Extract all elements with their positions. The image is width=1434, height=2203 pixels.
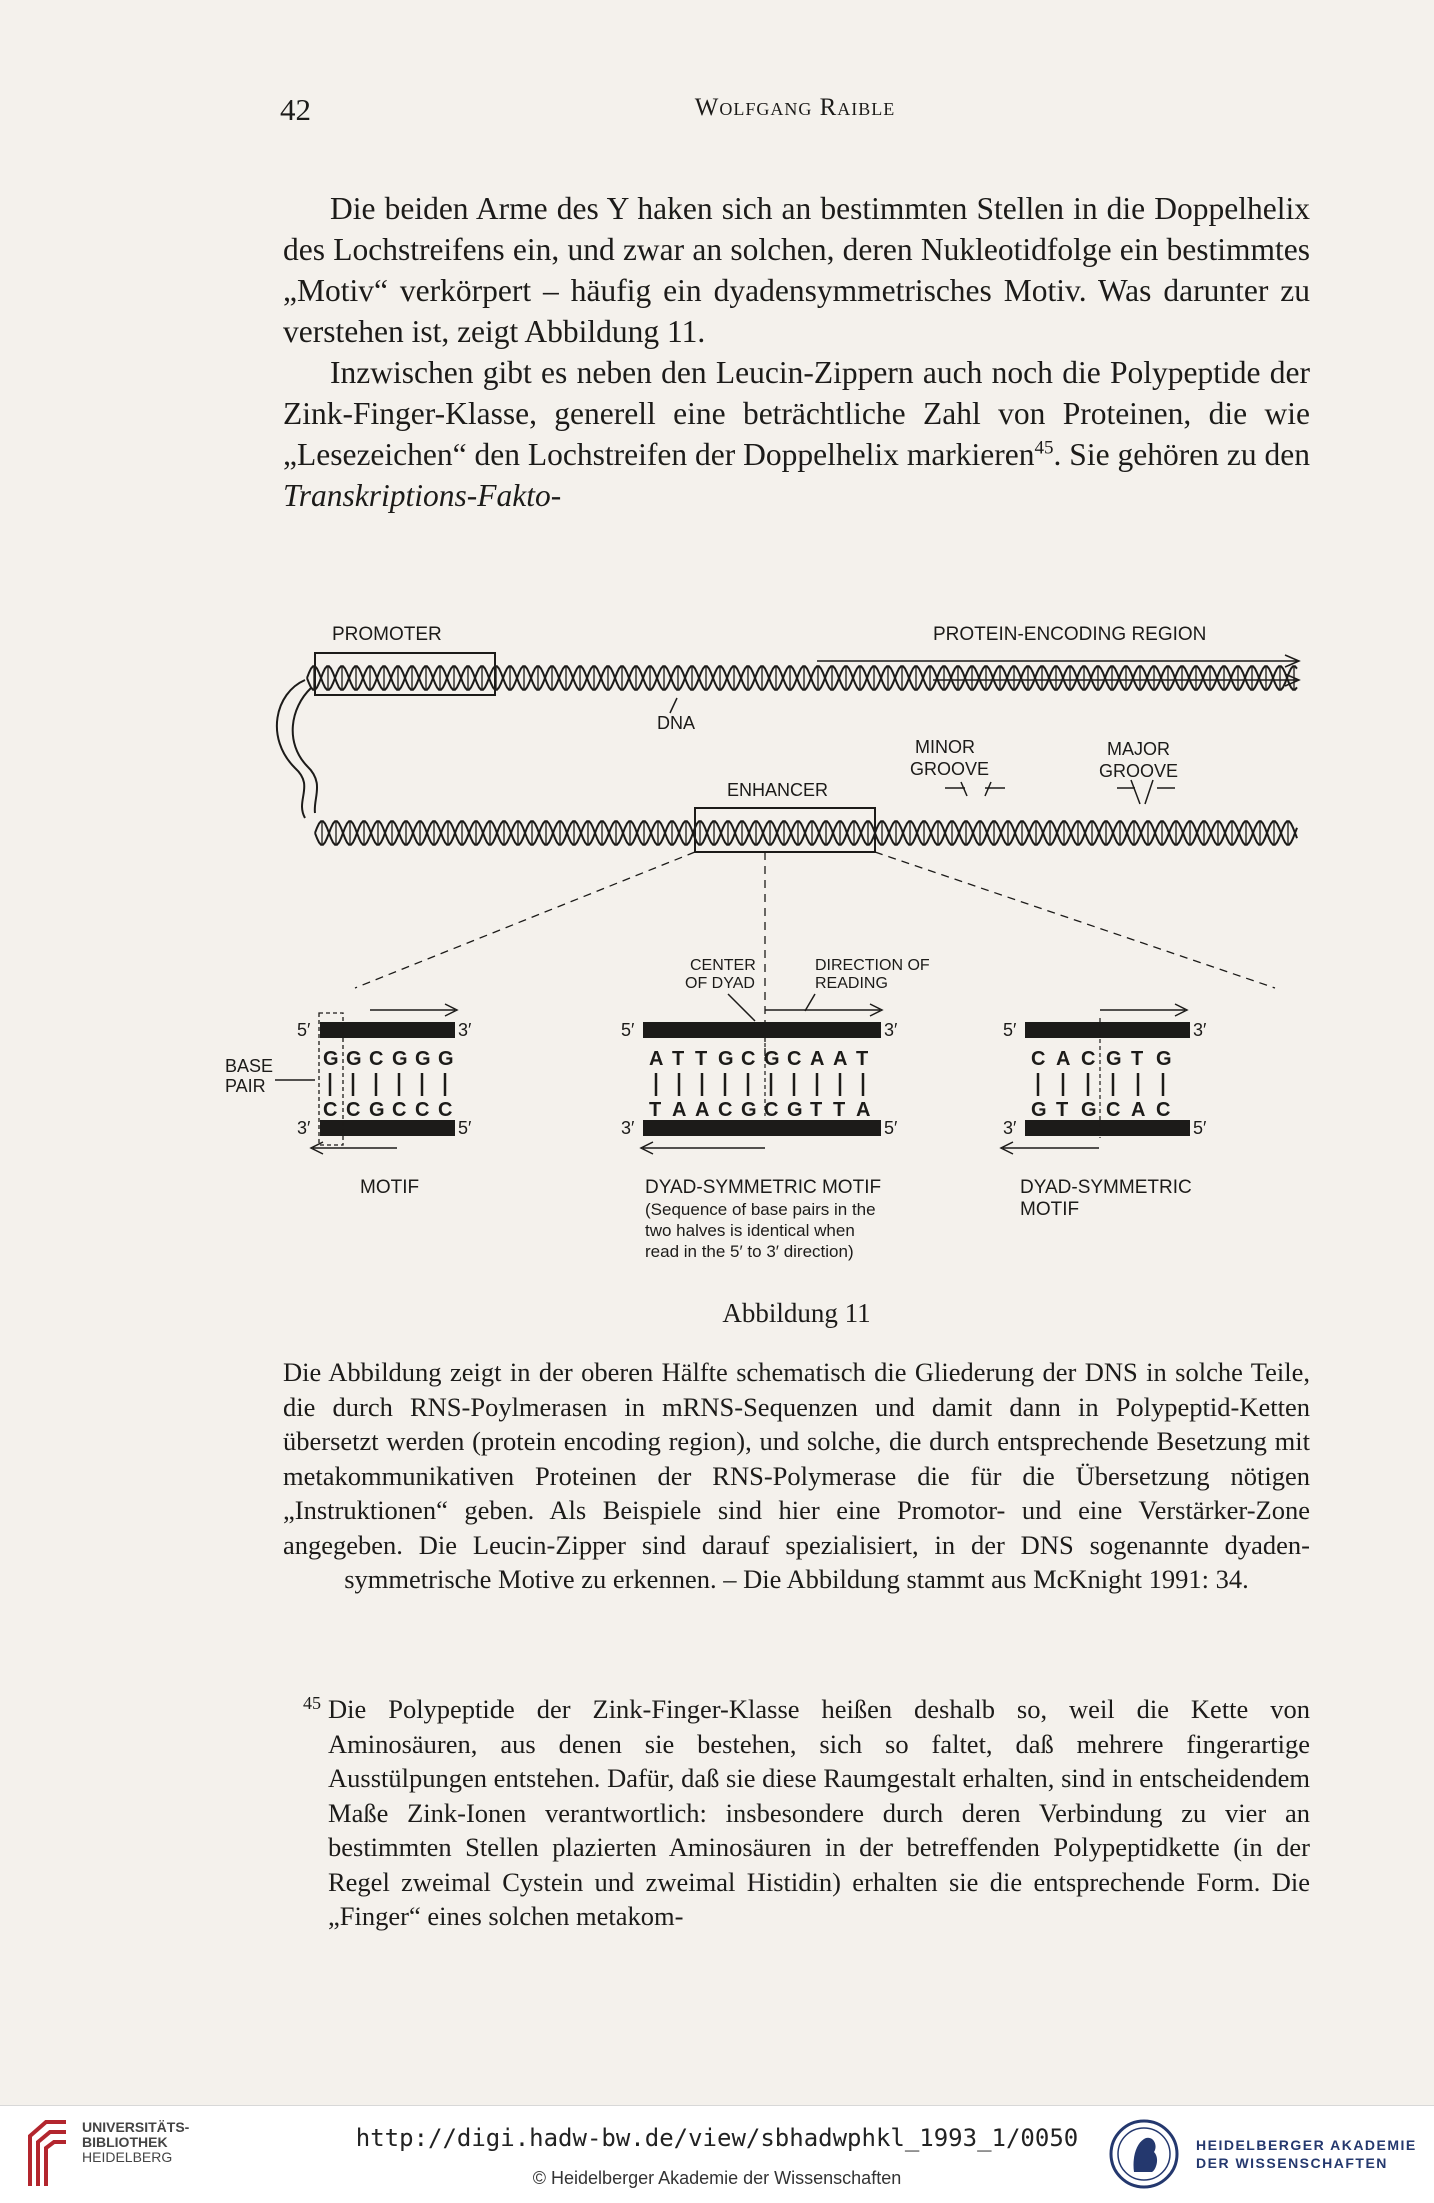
dna-diagram-svg (225, 618, 1315, 1278)
permalink-url[interactable]: http://digi.hadw-bw.de/view/sbhadwphkl_1993_1/0050 (355, 2124, 1079, 2152)
panel2-top-base: G (764, 1048, 780, 1070)
panel2-bottom-base: T (810, 1099, 823, 1121)
ub-line-2: BIBLIOTHEK (82, 2134, 168, 2150)
page-header (280, 92, 1310, 132)
panel2-top-base: A (833, 1048, 848, 1070)
panel2-bottom-base: A (672, 1099, 687, 1121)
body-text (283, 188, 1310, 516)
label-dyad-motif-3-title-1: DYAD-SYMMETRIC (1020, 1177, 1192, 1198)
panel2-top-base: T (695, 1048, 708, 1070)
panel3-top-base: C (1081, 1048, 1096, 1070)
panel3-bottom-base: T (1056, 1099, 1069, 1121)
figure-title: Abbildung 11 (722, 1298, 871, 1328)
strand2-3prime-top: 3′ (884, 1020, 898, 1040)
panel2-bottom-base: A (856, 1099, 871, 1121)
strand2-5prime-top: 5′ (621, 1020, 635, 1040)
label-dna: DNA (657, 713, 696, 733)
panel3-top-base: T (1131, 1048, 1144, 1070)
label-center-of-dyad-2: OF DYAD (685, 975, 755, 992)
panel2-bottom-base: G (787, 1099, 803, 1121)
panel3-bottom-base: G (1031, 1099, 1047, 1121)
panel3-top-base: C (1031, 1048, 1046, 1070)
strand1-3prime-bottom: 3′ (297, 1118, 311, 1138)
panel2-bottom-base: T (649, 1099, 662, 1121)
label-minor-groove-1: MINOR (915, 737, 975, 757)
strand2-5prime-bottom: 5′ (884, 1118, 898, 1138)
panel1-bottom-base: C (392, 1099, 407, 1121)
strand1-5prime-top: 5′ (297, 1020, 311, 1040)
footnote-ref[interactable]: 45 (1034, 437, 1054, 459)
label-center-of-dyad-1: CENTER (690, 957, 756, 974)
label-dyad-motif-3-title-2: MOTIF (1020, 1199, 1080, 1220)
panel1-bottom-base: C (438, 1099, 453, 1121)
panel2-bottom-base: C (718, 1099, 733, 1121)
panel1-top-base: C (369, 1048, 384, 1070)
hda-line-1: HEIDELBERGER AKADEMIE (1196, 2137, 1417, 2153)
academy-name (1196, 2136, 1417, 2172)
panel1-bottom-base: C (346, 1099, 361, 1121)
copyright-notice: © Heidelberger Akademie der Wissenschaften (532, 2168, 902, 2188)
label-dyad-motif-note-2: two halves is identical when (645, 1221, 855, 1240)
footnote-45 (283, 1692, 1310, 1934)
label-direction-of-reading-1: DIRECTION OF (815, 957, 930, 974)
panel2-bottom-base: G (741, 1099, 757, 1121)
label-base-pair-1: BASE (225, 1056, 274, 1076)
strand3-3prime-bottom: 3′ (1003, 1118, 1017, 1138)
panel2-top-base: T (856, 1048, 869, 1070)
running-head: Wolfgang Raible (694, 94, 896, 121)
label-major-groove-1: MAJOR (1107, 739, 1170, 759)
panel2-top-base: G (718, 1048, 734, 1070)
panel1-top-base: G (415, 1048, 431, 1070)
figure-dna-diagram (225, 618, 1315, 1278)
paragraph-2-italic: Transkriptions-Fakto- (283, 478, 562, 513)
panel2-top-base: A (649, 1048, 664, 1070)
panel2-top-base: C (787, 1048, 802, 1070)
panel3-top-base: G (1156, 1048, 1172, 1070)
ub-line-3: HEIDELBERG (82, 2149, 173, 2165)
page-number: 42 (280, 92, 311, 127)
minor-groove-marker (945, 782, 1005, 796)
panel3-top-base: G (1106, 1048, 1122, 1070)
label-enhancer: ENHANCER (727, 780, 829, 800)
panel2-bottom-base: T (833, 1099, 846, 1121)
footnote-mark: 45 (303, 1693, 321, 1713)
paragraph-2-text: Inzwischen gibt es neben den Leucin-Zippern auch noch die Polypeptide der Zink-Finger-Klasse, generell eine beträchtliche Zahl von Proteinen, die wie „Lesezeichen“ den Lochstreifen der Doppelhelix markieren (283, 355, 1310, 472)
panel2-bottom-base: C (764, 1099, 779, 1121)
panel1-top-base: G (392, 1048, 408, 1070)
strand2-3prime-bottom: 3′ (621, 1118, 635, 1138)
label-dyad-motif-note-1: (Sequence of base pairs in the (645, 1200, 876, 1219)
label-dyad-motif-title: DYAD-SYMMETRIC MOTIF (645, 1177, 882, 1198)
strand1-5prime-bottom: 5′ (458, 1118, 472, 1138)
panel2-top-base: A (810, 1048, 825, 1070)
paragraph-1: Die beiden Arme des Y haken sich an bestimmten Stellen in die Doppelhelix des Lochstreifens ein, und zwar an solchen, deren Nukleotidfolge ein bestimmtes „Motiv“ verkörpert – häufig ein dyadensymmetrisches Motiv. Was darunter zu verstehen ist, zeigt Abbildung 11. (283, 191, 1310, 349)
label-minor-groove-2: GROOVE (910, 759, 990, 779)
paragraph-2 (283, 352, 1310, 516)
ub-line-1: UNIVERSITÄTS- (82, 2119, 190, 2135)
footnote-text: Die Polypeptide der Zink-Finger-Klasse heißen deshalb so, weil die Kette von Aminosäuren, aus denen sie bestehen, sich so faltet, daß mehrere fingerartige Ausstülpungen entstehen. Dafür, daß sie diese Raumgestalt erhalten, sind in entscheidendem Maße Zink-Ionen verantwortlich: insbesondere durch deren Verbindung zu vier an bestimmten Stellen plazierten Aminosäuren in der betreffenden Polypeptidkette (in der Regel zweimal Cystein und zweimal Histidin) erhalten sie die entsprechende Form. Die „Finger“ eines solchen metakom- (328, 1694, 1310, 1931)
footer-bar (0, 2105, 1434, 2203)
panel1-bottom-base: C (415, 1099, 430, 1121)
paragraph-2-text-after: . Sie gehören zu den (1053, 437, 1310, 472)
academy-seal-icon[interactable] (1108, 2118, 1180, 2190)
panel3-bottom-base: A (1131, 1099, 1146, 1121)
label-major-groove-2: GROOVE (1099, 761, 1179, 781)
label-motif: MOTIF (360, 1177, 420, 1198)
strand1-3prime-top: 3′ (458, 1020, 472, 1040)
panel3-bottom-base: C (1156, 1099, 1171, 1121)
label-base-pair-2: PAIR (225, 1076, 266, 1096)
label-protein-encoding-region: PROTEIN-ENCODING REGION (933, 624, 1207, 645)
strand3-5prime-top: 5′ (1003, 1020, 1017, 1040)
major-groove-marker (1117, 780, 1175, 804)
label-dyad-motif-note-3: read in the 5′ to 3′ direction) (645, 1242, 854, 1261)
panel1-bottom-base: C (323, 1099, 338, 1121)
panel3-bottom-base: C (1106, 1099, 1121, 1121)
label-direction-of-reading-2: READING (815, 975, 888, 992)
figure-caption: Die Abbildung zeigt in der oberen Hälfte schematisch die Gliederung der DNS in solche Teile, die durch RNS-Poylmerasen in mRNS-Sequenzen und damit dann in Polypeptid-Ketten übersetzt werden (protein encoding region), und solche, die durch entsprechende Besetzung mit metakommunikativen Proteinen der RNS-Polymerase die für die Übersetzung nötigen „Instruktionen“ geben. Als Beispiele sind hier eine Promotor- und eine Verstärker-Zone angegeben. Die Leucin-Zipper sind darauf spezialisiert, in der DNS sogenannte dyaden-symmetrische Motive zu erkennen. – Die Abbildung stammt aus McKnight 1991: 34. (283, 1357, 1310, 1594)
panel1-top-base: G (346, 1048, 362, 1070)
panel2-top-base: C (741, 1048, 756, 1070)
label-promoter: PROMOTER (332, 624, 442, 645)
panel2-bottom-base: A (695, 1099, 710, 1121)
panel3-bottom-base: G (1081, 1099, 1097, 1121)
strand3-5prime-bottom: 5′ (1193, 1118, 1207, 1138)
panel1-top-base: G (438, 1048, 454, 1070)
hda-line-2: DER WISSENSCHAFTEN (1196, 2155, 1388, 2171)
dna-helix-upper (307, 666, 1297, 690)
panel3-top-base: A (1056, 1048, 1071, 1070)
dna-helix-lower (315, 821, 1297, 845)
panel1-bottom-base: G (369, 1099, 385, 1121)
strand3-3prime-top: 3′ (1193, 1020, 1207, 1040)
panel2-top-base: T (672, 1048, 685, 1070)
panel1-top-base: G (323, 1048, 339, 1070)
